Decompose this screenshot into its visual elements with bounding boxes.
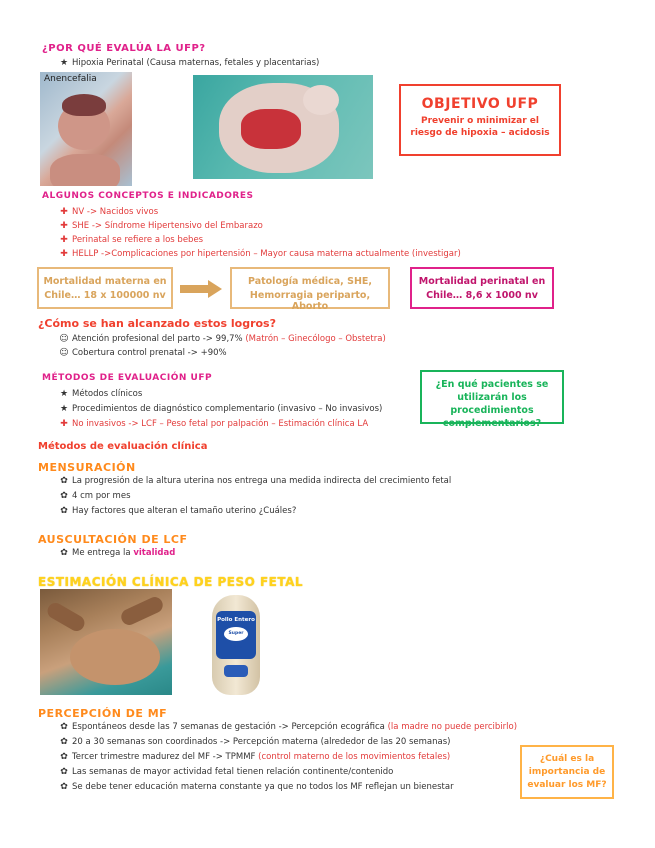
- section-heading-percepcion: PERCEPCIÓN DE MF: [38, 707, 168, 720]
- section-heading-concepts: ALGUNOS CONCEPTOS E INDICADORES: [42, 191, 254, 201]
- list-item: ✿ Me entrega la vitalidad: [56, 548, 175, 558]
- flower-icon: ✿: [60, 722, 68, 732]
- list-item: ☺ Atención profesional del parto -> 99,7% (Matrón – Ginecólogo – Obstetra): [56, 334, 386, 344]
- plus-icon: ✚: [60, 249, 68, 259]
- list-item: ✿ 20 a 30 semanas son coordinados -> Percepción materna (alrededor de las 20 semanas): [56, 737, 450, 747]
- list-item: ✿ Espontáneos desde las 7 semanas de gestación -> Percepción ecográfica (la madre no puede percibirlo): [56, 722, 517, 732]
- list-item: ✿ Hay factores que alteran el tamaño uterino ¿Cuáles?: [56, 506, 296, 516]
- star-icon: ★: [59, 404, 69, 414]
- perinatal-mortality-box: Mortalidad perinatal en Chile… 8,6 x 1000 nv: [410, 267, 554, 309]
- question-box-mf: ¿Cuál es la importancia de evaluar los MF?: [520, 745, 614, 799]
- flower-icon: ✿: [60, 548, 68, 558]
- section-heading-methods: MÉTODOS DE EVALUACIÓN UFP: [42, 373, 213, 383]
- section-heading-auscultacion: AUSCULTACIÓN DE LCF: [38, 533, 188, 546]
- list-item: ✚ Perinatal se refiere a los bebes: [56, 235, 203, 245]
- plus-icon: ✚: [60, 419, 68, 429]
- fetus-image: [193, 75, 373, 179]
- list-item: ✚ NV -> Nacidos vivos: [56, 207, 158, 217]
- section-heading-achievements: ¿Cómo se han alcanzado estos logros?: [38, 317, 276, 330]
- objective-title: OBJETIVO UFP: [421, 96, 539, 112]
- list-item: ✿ Tercer trimestre madurez del MF -> TPMMF (control materno de los movimientos fetales): [56, 752, 450, 762]
- maternal-mortality-box: Mortalidad materna en Chile… 18 x 100000 nv: [37, 267, 173, 309]
- list-item: ✿ Se debe tener educación materna constante ya que no todos los MF reflejan un bienestar: [56, 782, 454, 792]
- plus-icon: ✚: [60, 207, 68, 217]
- objective-box: OBJETIVO UFP Prevenir o minimizar el riesgo de hipoxia – acidosis: [399, 84, 561, 156]
- smiley-icon: ☺: [59, 348, 69, 358]
- palpation-image: [40, 589, 172, 695]
- flower-icon: ✿: [60, 506, 68, 516]
- list-item: ✚ SHE -> Síndrome Hipertensivo del Embarazo: [56, 221, 263, 231]
- chicken-package-image: Pollo Entero Super Pollo: [210, 595, 262, 695]
- list-item: ☺ Cobertura control prenatal -> +90%: [56, 348, 227, 358]
- list-item: ★ Métodos clínicos: [56, 389, 142, 399]
- list-item: ✿ Las semanas de mayor actividad fetal tienen relación continente/contenido: [56, 767, 393, 777]
- list-item: ✚ HELLP ->Complicaciones por hipertensión – Mayor causa materna actualmente (investigar): [56, 249, 461, 259]
- pathology-box: Patología médica, SHE, Hemorragia periparto, Aborto: [230, 267, 390, 309]
- section-heading-clinical: Métodos de evaluación clínica: [38, 441, 208, 452]
- plus-icon: ✚: [60, 221, 68, 231]
- star-icon: ★: [59, 389, 69, 399]
- star-icon: ★: [59, 58, 69, 68]
- list-item: ★ Procedimientos de diagnóstico complementario (invasivo – No invasivos): [56, 404, 382, 414]
- flower-icon: ✿: [60, 782, 68, 792]
- list-item: ★ Hipoxia Perinatal (Causa maternas, fetales y placentarias): [56, 58, 319, 68]
- section-heading-why: ¿POR QUÉ EVALÚA LA UFP?: [42, 43, 206, 54]
- section-heading-mensuracion: MENSURACIÓN: [38, 461, 136, 474]
- list-item: ✿ 4 cm por mes: [56, 491, 131, 501]
- arrow-right-icon: [180, 280, 222, 298]
- flower-icon: ✿: [60, 752, 68, 762]
- flower-icon: ✿: [60, 767, 68, 777]
- flower-icon: ✿: [60, 491, 68, 501]
- image-label: Anencefalia: [44, 74, 97, 84]
- question-box-procedures: ¿En qué pacientes se utilizarán los procedimientos complementarios?: [420, 370, 564, 424]
- smiley-icon: ☺: [59, 334, 69, 344]
- section-heading-estimacion: ESTIMACIÓN CLÍNICA DE PESO FETAL: [38, 575, 304, 589]
- flower-icon: ✿: [60, 737, 68, 747]
- flower-icon: ✿: [60, 476, 68, 486]
- list-item: ✚ No invasivos -> LCF – Peso fetal por palpación – Estimación clínica LA: [56, 419, 368, 429]
- plus-icon: ✚: [60, 235, 68, 245]
- list-item: ✿ La progresión de la altura uterina nos entrega una medida indirecta del crecimiento fetal: [56, 476, 451, 486]
- anencephaly-image: [40, 72, 132, 186]
